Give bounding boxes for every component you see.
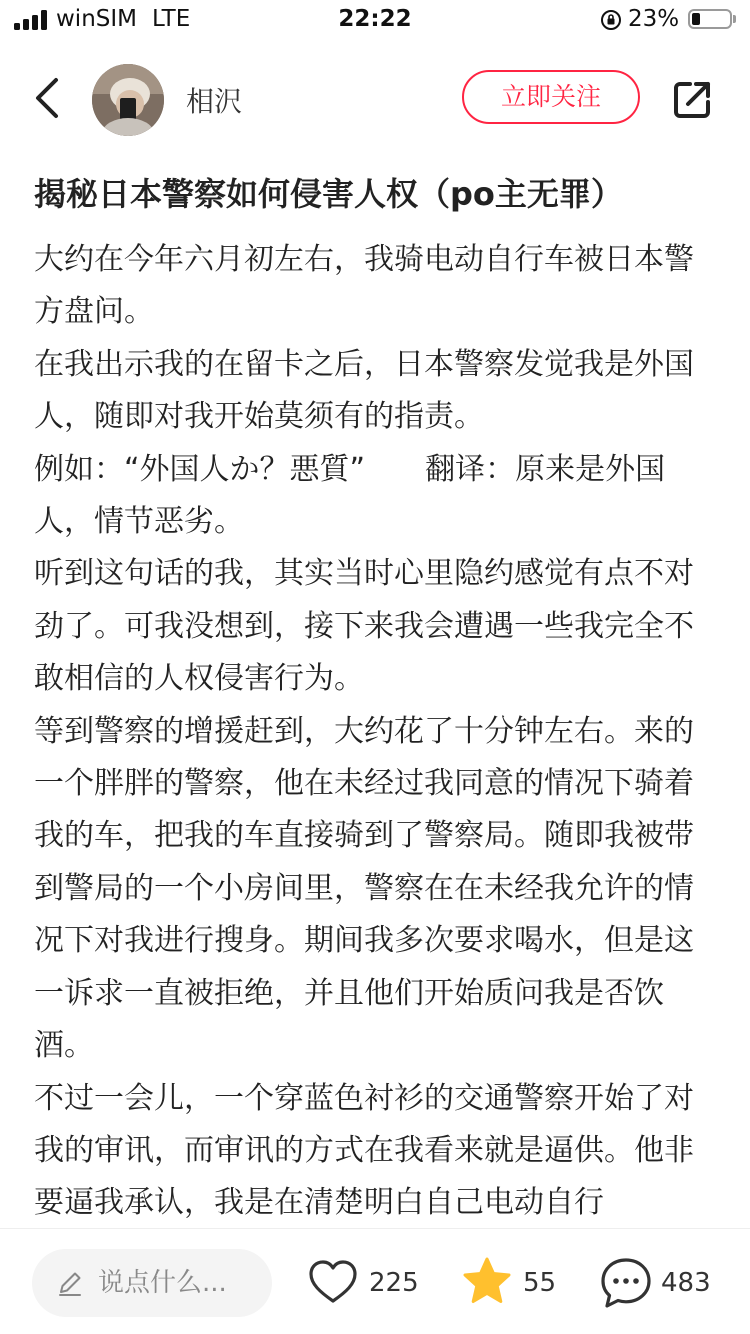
like-count: 225 [369,1268,419,1298]
share-icon[interactable] [670,78,714,122]
paragraph: 大约在今年六月初左右，我骑电动自行车被日本警方盘问。 [34,242,694,330]
battery-level [692,13,700,25]
back-button[interactable] [28,74,68,122]
author-avatar[interactable] [92,64,164,136]
carrier-name: winSIM [56,6,138,32]
paragraph: 等到警察的增援赶到，大约花了十分钟左右。来的一个胖胖的警察，他在未经过我同意的情况下骑着我的车，把我的车直接骑到了警察局。随即我被带到警局的一个小房间里，警察在在未经我允许的情况下对我进行搜身。期间我多次要求喝水，但是这一诉求一直被拒绝，并且他们开始质问我是否饮酒。 [34,713,694,1064]
battery-tip [733,15,736,23]
note-title: 揭秘日本警察如何侵害人权（po主无罪） [34,175,623,213]
rotation-lock-icon [600,9,622,31]
network-type: LTE [152,6,191,32]
status-time: 22:22 [338,6,412,32]
paragraph: 例如：“外国人か？悪質” 翻译：原来是外国人，情节恶劣。 [34,451,666,540]
engagement-bar [0,1228,750,1334]
pencil-icon [56,1269,84,1297]
like-button[interactable] [306,1255,426,1311]
paragraph: 在我出示我的在留卡之后，日本警察发觉我是外国人，随即对我开始莫须有的指责。 [34,346,694,435]
paragraph: 不过一会儿，一个穿蓝色衬衫的交通警察开始了对我的审讯，而审讯的方式在我看来就是逼供。他非要逼我承认，我是在清楚明白自己电动自行 [34,1080,694,1221]
battery-icon [688,9,732,29]
paragraph: 听到这句话的我，其实当时心里隐约感觉有点不对劲了。可我没想到，接下来我会遭遇一些我完全不敢相信的人权侵害行为。 [34,556,694,697]
collect-count: 55 [523,1268,557,1298]
avatar-image [92,64,164,136]
comment-count: 483 [661,1268,711,1298]
follow-button[interactable]: 立即关注 [462,70,640,124]
note-header [0,48,750,148]
comment-bubble-icon [598,1255,654,1311]
comment-placeholder: 说点什么... [98,1268,227,1298]
battery-percent: 23% [628,6,680,32]
comment-button[interactable] [598,1255,728,1311]
author-name[interactable]: 相沢 [186,85,243,118]
heart-icon [306,1255,360,1309]
comment-input[interactable] [32,1249,272,1317]
collect-button[interactable] [460,1255,560,1311]
status-bar [0,0,750,40]
star-icon [460,1255,514,1309]
note-body [34,234,716,1230]
